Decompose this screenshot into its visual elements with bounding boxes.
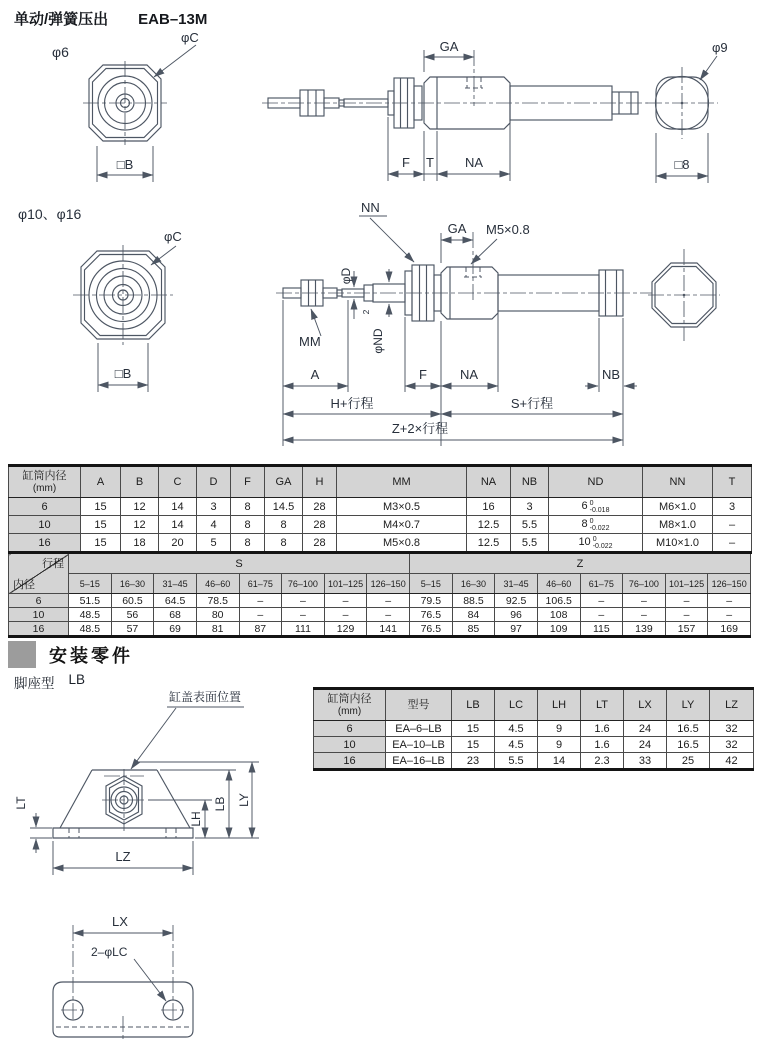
cell: 5.5	[495, 753, 538, 770]
row-label-bore: 16	[314, 753, 386, 770]
table-row	[9, 516, 752, 534]
nd-base: 8	[581, 517, 588, 530]
cell: –	[239, 594, 282, 608]
cell: 1.6	[581, 721, 624, 737]
dim-label-NA-2: NA	[459, 367, 479, 382]
diagonal-header-cell	[9, 553, 69, 594]
cell: 87	[239, 622, 282, 637]
range-header: 31–45	[154, 574, 197, 594]
model-cell: EA–10–LB	[386, 737, 452, 753]
cell: 2.3	[581, 753, 624, 770]
dim-label-T-1: T	[426, 155, 434, 170]
cell: 14	[159, 516, 197, 534]
cell: 16.5	[667, 737, 710, 753]
range-header: 16–30	[111, 574, 154, 594]
table-header-row	[9, 553, 751, 574]
range-header: 46–60	[196, 574, 239, 594]
nd-base: 10	[578, 535, 591, 548]
cell: 92.5	[495, 594, 538, 608]
section-header	[8, 641, 133, 668]
col-header-MM: MM	[337, 466, 467, 498]
cell: 96	[495, 608, 538, 622]
range-header: 76–100	[623, 574, 666, 594]
table-header-row	[9, 574, 751, 594]
cell: M5×0.8	[337, 534, 467, 553]
cell: 12	[121, 516, 159, 534]
table-row	[9, 534, 752, 553]
cell: 8	[265, 534, 303, 553]
col-header-F: F	[231, 466, 265, 498]
mount-type-code: LB	[68, 672, 86, 687]
cell: –	[367, 608, 410, 622]
col-header-B: B	[121, 466, 159, 498]
cell: M6×1.0	[643, 498, 713, 516]
range-header: 5–15	[410, 574, 453, 594]
row-label-bore: 6	[314, 721, 386, 737]
dim-label-holes: 2–φLC	[91, 945, 128, 959]
dim-label-squareB-1: □B	[116, 157, 134, 172]
dim-label-phiD: φD	[339, 267, 353, 285]
range-header: 101–125	[324, 574, 367, 594]
cell: 157	[665, 622, 708, 637]
cell: 32	[710, 721, 754, 737]
dim-label-LX: LX	[112, 914, 128, 929]
cell: 8	[231, 498, 265, 516]
dim-label-squareB-2: □B	[114, 366, 132, 381]
mount-type-subtitle	[14, 672, 85, 692]
section-title: 安装零件	[49, 645, 133, 666]
cell: 32	[710, 737, 754, 753]
dim-label-square8: □8	[674, 157, 690, 172]
range-header: 46–60	[537, 574, 580, 594]
dim-label-phiC-2: φC	[164, 229, 182, 244]
cell: 18	[121, 534, 159, 553]
cell: 8	[231, 534, 265, 553]
col-header-LH: LH	[538, 689, 581, 721]
cell: 76.5	[410, 608, 453, 622]
cell: 42	[710, 753, 754, 770]
cell: 3	[713, 498, 752, 516]
cell: 139	[623, 622, 666, 637]
col-header-C: C	[159, 466, 197, 498]
dim-label-NN: NN	[361, 200, 380, 215]
cell: –	[665, 608, 708, 622]
cell: 20	[159, 534, 197, 553]
dim-label-LT: LT	[14, 796, 28, 810]
cell: 14.5	[265, 498, 303, 516]
cell: 48.5	[69, 622, 112, 637]
cell: 48.5	[69, 608, 112, 622]
col-header-LY: LY	[667, 689, 710, 721]
cell: M3×0.5	[337, 498, 467, 516]
col-header-LB: LB	[452, 689, 495, 721]
range-header: 126–150	[708, 574, 751, 594]
group-header-S: S	[69, 553, 410, 574]
cell: 5.5	[511, 516, 549, 534]
cell: –	[623, 608, 666, 622]
cell: 115	[580, 622, 623, 637]
table-row	[9, 594, 751, 608]
cell: –	[580, 608, 623, 622]
nd-tol-top: 0	[589, 517, 594, 525]
nd-tolerance	[590, 518, 610, 532]
cell: 9	[538, 737, 581, 753]
nd-tol-bottom: -0.018	[589, 506, 610, 514]
col-header-LC: LC	[495, 689, 538, 721]
dim-label-LH: LH	[189, 811, 203, 827]
cell: 69	[154, 622, 197, 637]
group-header-Z: Z	[410, 553, 751, 574]
nd-tol-bottom: -0.022	[589, 524, 610, 532]
phi6-side-view	[262, 50, 648, 181]
dim-label-LY: LY	[237, 793, 251, 807]
cell: 81	[196, 622, 239, 637]
cell: 141	[367, 622, 410, 637]
cell: –	[282, 608, 325, 622]
cell: 15	[81, 516, 121, 534]
nd-tolerance	[590, 500, 610, 514]
nd-tol-top: 0	[589, 499, 594, 507]
dim-label-A: A	[310, 367, 320, 382]
dim-label-phiND: φND	[371, 328, 385, 354]
cell: 60.5	[111, 594, 154, 608]
cell: –	[623, 594, 666, 608]
nd-cell	[549, 516, 643, 534]
bore-label-phi6: φ6	[52, 44, 69, 60]
cell: 4.5	[495, 721, 538, 737]
cell: 23	[452, 753, 495, 770]
cell: 16.5	[667, 721, 710, 737]
col-header-T: T	[713, 466, 752, 498]
diag-label-stroke: 行程	[42, 558, 64, 570]
cell: 8	[231, 516, 265, 534]
dim-label-GA-2: GA	[447, 221, 467, 236]
dim-label-NB: NB	[601, 367, 621, 382]
dim-label-H-stroke: H+行程	[330, 396, 374, 411]
title-text: 单动/弹簧压出	[14, 11, 109, 28]
diag-label-bore: 内径	[13, 579, 35, 591]
cell: –	[239, 608, 282, 622]
cell: 51.5	[69, 594, 112, 608]
cell: 3	[197, 498, 231, 516]
cell: 4	[197, 516, 231, 534]
range-header: 126–150	[367, 574, 410, 594]
section-marker	[8, 641, 36, 668]
col-header-model: 型号	[386, 689, 452, 721]
cell: 169	[708, 622, 751, 637]
col-header-bore	[9, 466, 81, 498]
col-header-bore-line1: 缸筒内径	[327, 692, 372, 705]
cell: 14	[159, 498, 197, 516]
cell: 28	[303, 498, 337, 516]
table-row	[314, 737, 754, 753]
cell: 106.5	[537, 594, 580, 608]
dim-label-phi9: φ9	[712, 40, 728, 55]
cell: 97	[495, 622, 538, 637]
phi10-16-end-view	[648, 249, 720, 341]
cell: 129	[324, 622, 367, 637]
nd-tol-top: 0	[592, 535, 597, 543]
range-header: 61–75	[580, 574, 623, 594]
col-header-GA: GA	[265, 466, 303, 498]
row-label-bore: 16	[9, 534, 81, 553]
cell: –	[665, 594, 708, 608]
model-cell: EA–6–LB	[386, 721, 452, 737]
cell: 12.5	[467, 534, 511, 553]
stroke-table	[8, 551, 751, 638]
cell: –	[713, 534, 752, 553]
col-header-NN: NN	[643, 466, 713, 498]
cell: –	[708, 594, 751, 608]
table-row	[314, 753, 754, 770]
cell: 76.5	[410, 622, 453, 637]
cell: 28	[303, 516, 337, 534]
cell: 12	[121, 498, 159, 516]
row-label-bore: 6	[9, 498, 81, 516]
dim-label-F-2: F	[419, 367, 427, 382]
table-header-row	[314, 689, 754, 721]
dimensions-table	[8, 464, 752, 554]
phi10-16-side-view	[276, 216, 652, 446]
cell: –	[713, 516, 752, 534]
cell: 15	[81, 498, 121, 516]
row-label-bore: 16	[9, 622, 69, 637]
table-row	[9, 498, 752, 516]
col-header-NB: NB	[511, 466, 549, 498]
nd-tolerance	[593, 536, 613, 550]
cell: 5	[197, 534, 231, 553]
dim-label-LB: LB	[213, 796, 227, 812]
row-label-bore: 10	[9, 608, 69, 622]
table-row	[9, 608, 751, 622]
nd-cell	[549, 498, 643, 516]
table-header-row	[9, 466, 752, 498]
row-label-bore: 10	[9, 516, 81, 534]
cell: 3	[511, 498, 549, 516]
nd-tol-bottom: -0.022	[592, 542, 613, 550]
cell: 12.5	[467, 516, 511, 534]
col-header-H: H	[303, 466, 337, 498]
col-header-bore-line2: (mm)	[32, 482, 57, 494]
phi6-front-view	[83, 45, 196, 182]
cell: 109	[537, 622, 580, 637]
range-header: 31–45	[495, 574, 538, 594]
cell: 68	[154, 608, 197, 622]
foot-bracket-table	[313, 687, 754, 771]
col-header-A: A	[81, 466, 121, 498]
cell: –	[282, 594, 325, 608]
range-header: 76–100	[282, 574, 325, 594]
foot-bracket-side-view	[30, 707, 259, 875]
cell: 25	[667, 753, 710, 770]
cell: 14	[538, 753, 581, 770]
cell: 15	[81, 534, 121, 553]
range-header: 5–15	[69, 574, 112, 594]
cell: 88.5	[452, 594, 495, 608]
col-header-bore-line2: (mm)	[337, 705, 362, 717]
cell: 85	[452, 622, 495, 637]
cell: 64.5	[154, 594, 197, 608]
cell: 5.5	[511, 534, 549, 553]
cell: –	[324, 594, 367, 608]
cell: 80	[196, 608, 239, 622]
dim-label-groove-width: 2	[361, 309, 371, 315]
cell: 33	[624, 753, 667, 770]
cell: 78.5	[196, 594, 239, 608]
bore-label-phi10-16: φ10、φ16	[18, 206, 82, 222]
col-header-LT: LT	[581, 689, 624, 721]
cell: M10×1.0	[643, 534, 713, 553]
dim-label-GA-1: GA	[439, 39, 459, 54]
dim-label-phiC-1: φC	[181, 30, 199, 45]
dim-label-MM: MM	[299, 334, 321, 349]
cell: –	[580, 594, 623, 608]
dim-label-port-thread: M5×0.8	[486, 222, 530, 237]
nd-cell	[549, 534, 643, 553]
dim-label-F-1: F	[402, 155, 410, 170]
dim-label-LZ: LZ	[115, 849, 131, 864]
table-row	[314, 721, 754, 737]
cell: –	[367, 594, 410, 608]
cell: 1.6	[581, 737, 624, 753]
cap-surface-note: 缸盖表面位置	[168, 690, 242, 704]
cell: 4.5	[495, 737, 538, 753]
table-row	[9, 622, 751, 637]
row-label-bore: 6	[9, 594, 69, 608]
row-label-bore: 10	[314, 737, 386, 753]
cell: 9	[538, 721, 581, 737]
cell: 56	[111, 608, 154, 622]
cell: M8×1.0	[643, 516, 713, 534]
col-header-LX: LX	[624, 689, 667, 721]
cell: 79.5	[410, 594, 453, 608]
cell: 84	[452, 608, 495, 622]
foot-bracket-bottom-view	[53, 925, 193, 1040]
mount-type-label: 脚座型	[14, 676, 55, 691]
cell: 16	[467, 498, 511, 516]
cell: 8	[265, 516, 303, 534]
cell: –	[324, 608, 367, 622]
col-header-D: D	[197, 466, 231, 498]
title-model: EAB–13M	[138, 11, 208, 28]
range-header: 61–75	[239, 574, 282, 594]
cell: 108	[537, 608, 580, 622]
cell: 57	[111, 622, 154, 637]
cell: 111	[282, 622, 325, 637]
nd-base: 6	[581, 499, 588, 512]
cell: 15	[452, 721, 495, 737]
cell: 24	[624, 721, 667, 737]
range-header: 16–30	[452, 574, 495, 594]
col-header-LZ: LZ	[710, 689, 754, 721]
dim-label-S-stroke: S+行程	[510, 396, 554, 411]
cell: 15	[452, 737, 495, 753]
cell: –	[708, 608, 751, 622]
col-header-bore	[314, 689, 386, 721]
range-header: 101–125	[665, 574, 708, 594]
col-header-ND: ND	[549, 466, 643, 498]
col-header-bore-line1: 缸筒内径	[22, 469, 67, 482]
col-header-NA: NA	[467, 466, 511, 498]
cell: 28	[303, 534, 337, 553]
model-cell: EA–16–LB	[386, 753, 452, 770]
dim-label-Z-stroke: Z+2×行程	[391, 421, 449, 436]
cell: M4×0.7	[337, 516, 467, 534]
cell: 24	[624, 737, 667, 753]
dim-label-NA-1: NA	[464, 155, 484, 170]
